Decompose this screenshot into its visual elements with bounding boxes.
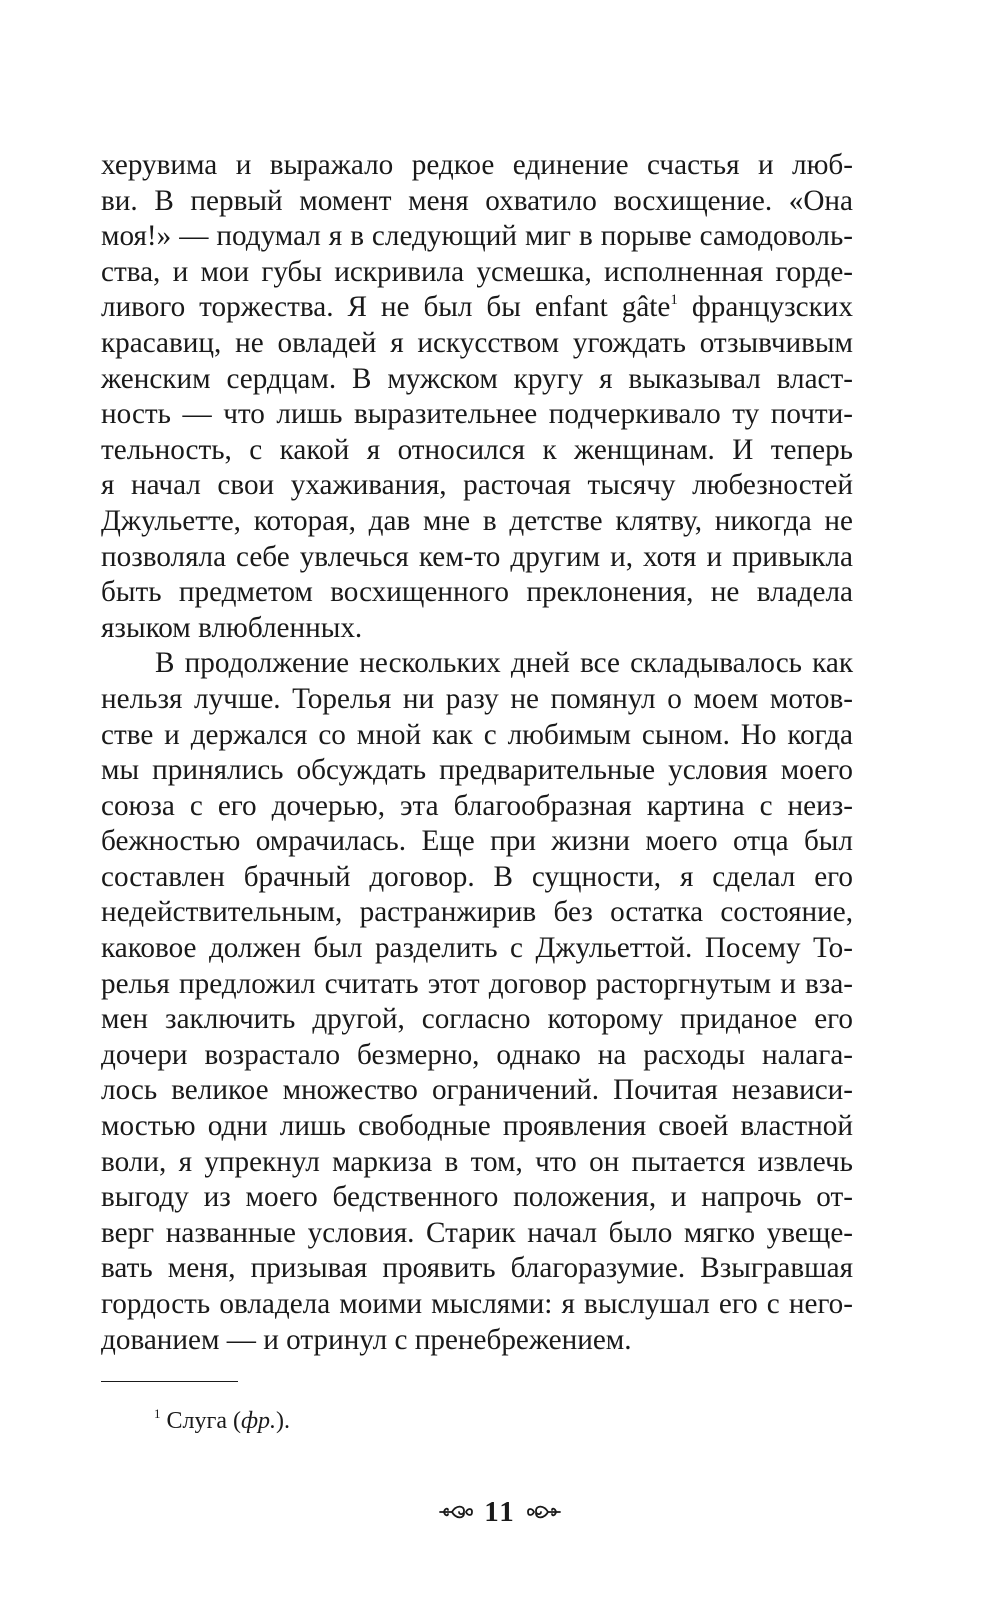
text-line: ви. В первый момент меня охватило восхищение. «Она xyxy=(101,184,853,217)
text-line: красавиц, не овладей я искусством угождать отзывчивым xyxy=(101,326,853,359)
text-line: вать меня, призывая проявить благоразумие. Взыгравшая xyxy=(101,1252,853,1285)
text-line: ность — что лишь выразительнее подчеркивало ту почти- xyxy=(101,398,853,431)
footnote-divider xyxy=(101,1381,238,1382)
text-line: союза с его дочерью, эта благообразная картина с неиз- xyxy=(101,789,853,822)
text-line: позволяла себе увлечься кем-то другим и, хотя и привыкла xyxy=(101,540,853,573)
footnote xyxy=(154,1406,290,1436)
text-line: я начал свои ухаживания, расточая тысячу любезностей xyxy=(101,469,853,502)
text-line: воли, я упрекнул маркиза в том, что он пытается извлечь xyxy=(101,1145,853,1178)
text-line: бежностью омрачилась. Еще при жизни моего отца был xyxy=(101,825,853,858)
text-line: верг названные условия. Старик начал было мягко увеще- xyxy=(101,1216,853,1249)
text-line: релья предложил считать этот договор расторгнутым и вза- xyxy=(101,967,853,1000)
fleuron-right-icon xyxy=(526,1502,562,1522)
text-line: ства, и мои губы искривила усмешка, исполненная горде- xyxy=(101,255,853,288)
text-line: лось великое множество ограничений. Почитая независи- xyxy=(101,1074,853,1107)
text-line: херувима и выражало редкое единение счастья и люб- xyxy=(101,149,853,181)
footnote-reference: 1 xyxy=(670,292,678,309)
text-line-with-footnote xyxy=(101,290,853,326)
text-line: дочери возрастало безмерно, однако на расходы налага- xyxy=(101,1038,853,1071)
page-number: 11 xyxy=(484,1496,516,1528)
page-number-footer xyxy=(0,1494,1000,1530)
text-line: гордость овладела моими мыслями: я выслушал его с него- xyxy=(101,1288,853,1320)
text-line: женским сердцам. В мужском кругу я выказывал власт- xyxy=(101,362,853,395)
text-line: мен заключить другой, согласно которому приданое его xyxy=(101,1003,853,1036)
text-line: выгоду из моего бедственного положения, и напрочь от- xyxy=(101,1181,853,1214)
text-line: Джульетте, которая, дав мне в детстве клятву, никогда не xyxy=(101,504,853,537)
text-line: мостью одни лишь свободные проявления своей властной xyxy=(101,1110,853,1143)
text-line: составлен брачный договор. В сущности, я сделал его xyxy=(101,860,853,893)
fleuron-left-icon xyxy=(438,1502,474,1522)
footnote-text: Слуга ( xyxy=(160,1408,241,1434)
text-line: моя!» — подумал я в следующий миг в порыве самодоволь- xyxy=(101,220,853,253)
footnote-abbreviation: фр. xyxy=(240,1408,277,1434)
text-line: каковое должен был разделить с Джульеттой. Посему То- xyxy=(101,932,853,965)
text-segment: французских xyxy=(677,291,853,324)
text-line: быть предметом восхищенного преклонения, не владела xyxy=(101,576,853,609)
text-line: дованием — и отринул с пренебрежением. xyxy=(101,1323,632,1356)
text-line: тельность, с какой я относился к женщинам. И теперь xyxy=(101,433,853,466)
text-line: языком влюбленных. xyxy=(101,611,363,644)
footnote-marker: 1 xyxy=(154,1406,161,1421)
text-line: нельзя лучше. Торелья ни разу не помянул о моем мотов- xyxy=(101,682,853,715)
text-line: мы принялись обсуждать предварительные условия моего xyxy=(101,754,853,787)
footnote-text-end: ). xyxy=(276,1408,291,1434)
text-line: стве и держался со мной как с любимым сыном. Но когда xyxy=(101,718,853,751)
body-text xyxy=(101,148,853,1358)
text-line: В продолжение нескольких дней все складывалось как xyxy=(155,647,853,680)
text-line: недействительным, растранжирив без остатка состояние, xyxy=(101,896,853,929)
text-segment: ливого торжества. Я не был бы enfant gâte xyxy=(101,291,671,324)
